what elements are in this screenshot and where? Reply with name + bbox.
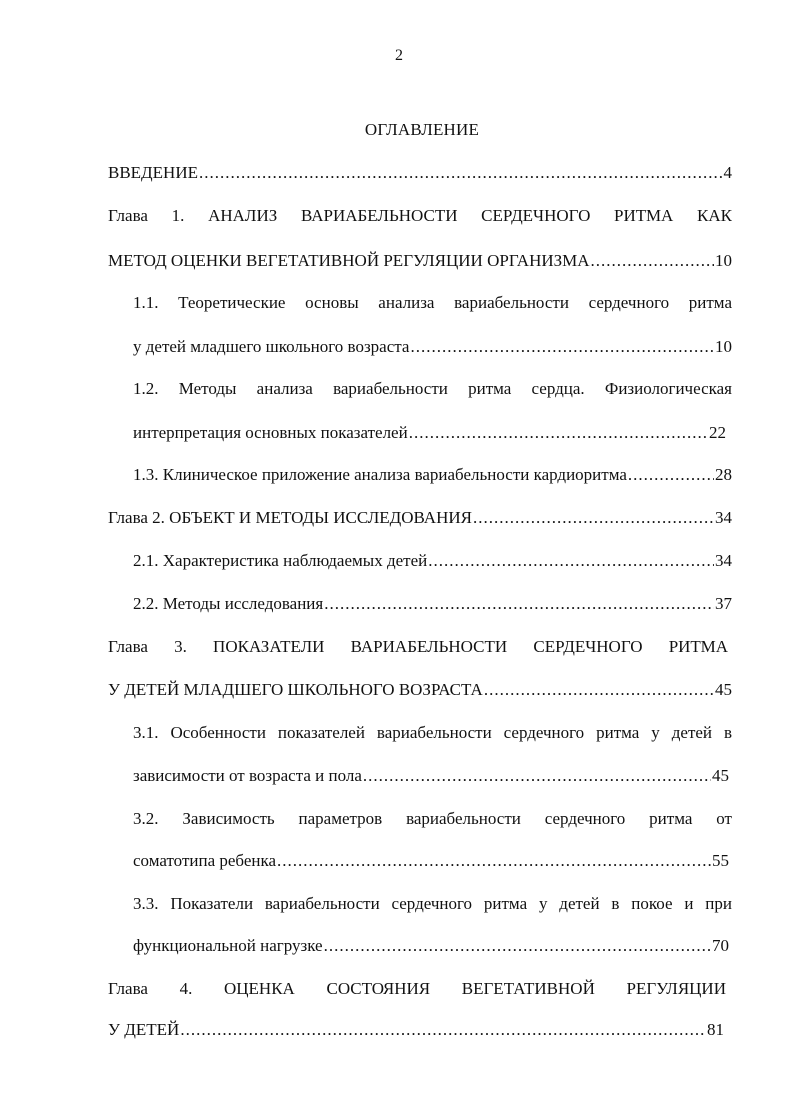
toc-entry-s1-2-line1[interactable]: 1.2. Методы анализа вариабельности ритма сердца. Физиологическая [133, 379, 732, 398]
dot-leader [428, 550, 714, 572]
toc-entry-title: У ДЕТЕЙ МЛАДШЕГО ШКОЛЬНОГО ВОЗРАСТА [108, 680, 483, 699]
dot-leader [628, 464, 714, 486]
toc-entry-ch1-line1[interactable]: Глава 1. АНАЛИЗ ВАРИАБЕЛЬНОСТИ СЕРДЕЧНОГО РИТМА КАК [108, 206, 732, 225]
toc-entry-s3-1[interactable] [133, 765, 729, 787]
toc-entry-title: МЕТОД ОЦЕНКИ ВЕГЕТАТИВНОЙ РЕГУЛЯЦИИ ОРГАНИЗМА [108, 251, 590, 270]
toc-entry-ch4[interactable] [108, 1019, 724, 1041]
toc-entry-title: 1.3. Клиническое приложение анализа вариабельности кардиоритма [133, 465, 627, 484]
dot-leader [180, 1019, 706, 1041]
toc-entry-title: ВВЕДЕНИЕ [108, 163, 198, 182]
toc-entry-page: 10 [715, 337, 732, 356]
toc-entry-s1-1-line1[interactable]: 1.1. Теоретические основы анализа вариабельности сердечного ритма [133, 293, 732, 312]
toc-entry-ch3[interactable] [108, 679, 732, 701]
toc-entry-page: 4 [723, 163, 732, 182]
dot-leader [324, 935, 711, 957]
toc-entry-page: 34 [715, 551, 732, 570]
toc-entry-title: интерпретация основных показателей [133, 423, 408, 442]
toc-entry-s1-1[interactable] [133, 336, 732, 358]
toc-entry-s3-2-line1[interactable]: 3.2. Зависимость параметров вариабельности сердечного ритма от [133, 809, 732, 828]
toc-entry-page: 55 [712, 851, 729, 870]
toc-entry-page: 45 [715, 680, 732, 699]
toc-entry-title: функциональной нагрузке [133, 936, 323, 955]
dot-leader [199, 162, 723, 184]
dot-leader [324, 593, 714, 615]
page-number: 2 [395, 47, 403, 64]
toc-entry-s1-3[interactable] [133, 464, 732, 486]
toc-entry-page: 34 [715, 508, 732, 527]
toc-entry-ch2[interactable] [108, 507, 732, 529]
toc-entry-ch3-line1[interactable]: Глава 3. ПОКАЗАТЕЛИ ВАРИАБЕЛЬНОСТИ СЕРДЕЧНОГО РИТМА [108, 637, 728, 656]
dot-leader [409, 422, 708, 444]
toc-entry-page: 28 [715, 465, 732, 484]
toc-entry-page: 37 [715, 594, 732, 613]
toc-entry-title: у детей младшего школьного возраста [133, 337, 410, 356]
toc-entry-title: зависимости от возраста и пола [133, 766, 362, 785]
dot-leader [473, 507, 714, 529]
dot-leader [277, 850, 711, 872]
toc-entry-s1-2[interactable] [133, 422, 726, 444]
toc-entry-intro[interactable] [108, 162, 732, 184]
toc-entry-s3-2[interactable] [133, 850, 729, 872]
toc-entry-ch1[interactable] [108, 250, 732, 272]
dot-leader [363, 765, 711, 787]
dot-leader [410, 336, 714, 358]
toc-entry-title: соматотипа ребенка [133, 851, 277, 870]
toc-entry-page: 81 [707, 1020, 724, 1039]
dot-leader [484, 679, 714, 701]
toc-heading: ОГЛАВЛЕНИЕ [364, 120, 480, 139]
toc-entry-page: 45 [712, 766, 729, 785]
toc-entry-s3-3-line1[interactable]: 3.3. Показатели вариабельности сердечного ритма у детей в покое и при [133, 894, 732, 913]
toc-entry-s2-1[interactable] [133, 550, 732, 572]
toc-entry-title: 2.2. Методы исследования [133, 594, 324, 613]
toc-entry-title: У ДЕТЕЙ [108, 1020, 180, 1039]
toc-entry-title: 2.1. Характеристика наблюдаемых детей [133, 551, 428, 570]
toc-entry-page: 22 [709, 423, 726, 442]
dot-leader [591, 250, 714, 272]
toc-entry-title: Глава 2. ОБЪЕКТ И МЕТОДЫ ИССЛЕДОВАНИЯ [108, 508, 472, 527]
toc-entry-s3-1-line1[interactable]: 3.1. Особенности показателей вариабельности сердечного ритма у детей в [133, 723, 732, 742]
toc-entry-page: 10 [715, 251, 732, 270]
toc-entry-s3-3[interactable] [133, 935, 729, 957]
toc-entry-page: 70 [712, 936, 729, 955]
toc-entry-ch4-line1[interactable]: Глава 4. ОЦЕНКА СОСТОЯНИЯ ВЕГЕТАТИВНОЙ РЕГУЛЯЦИИ [108, 979, 726, 998]
toc-entry-s2-2[interactable] [133, 593, 732, 615]
